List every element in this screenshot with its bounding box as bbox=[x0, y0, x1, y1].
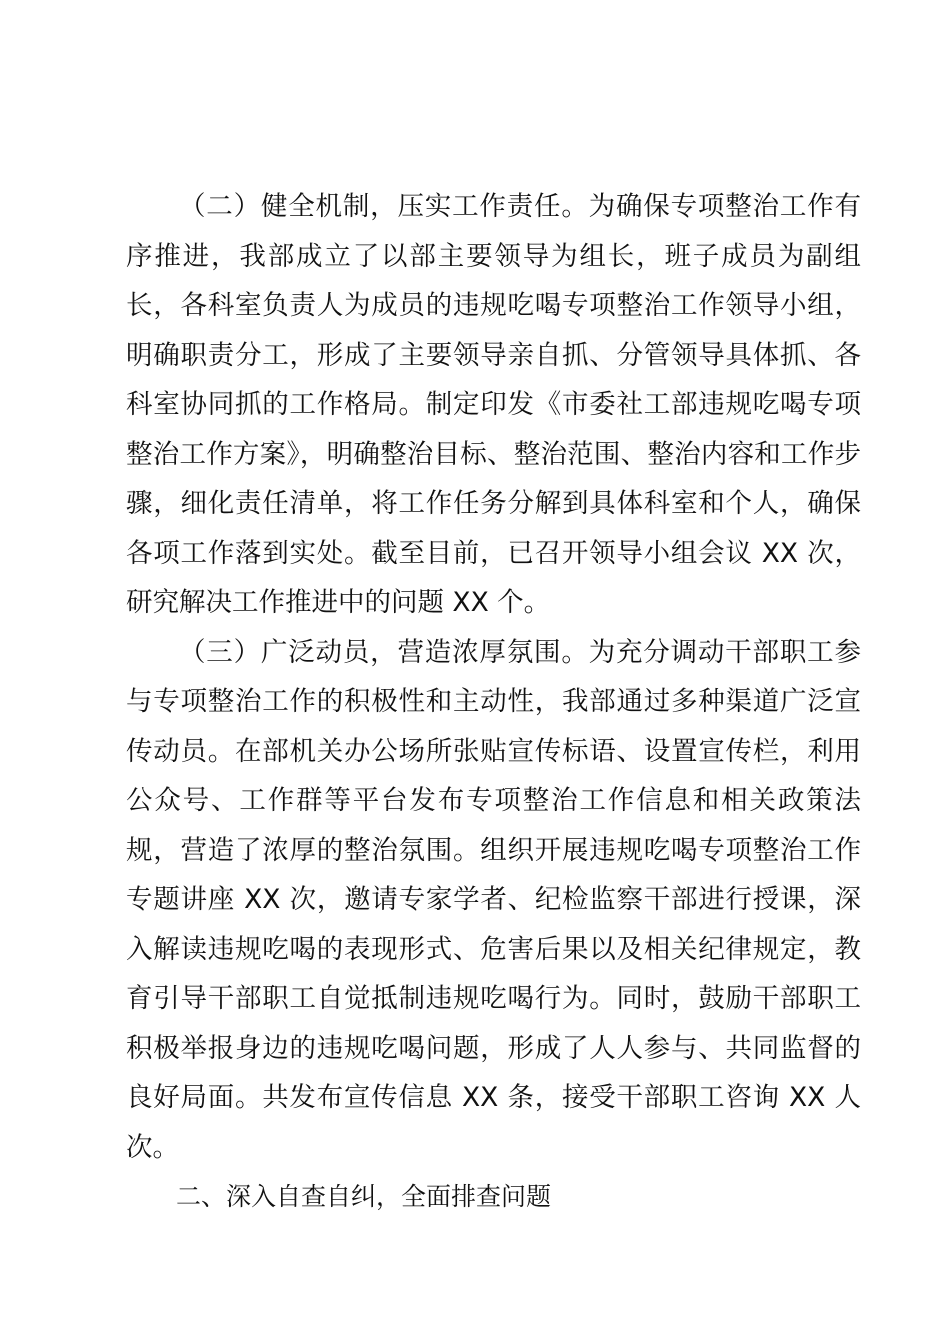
paragraph-mobilization: （三）广泛动员，营造浓厚氛围。为充分调动干部职工参与专项整治工作的积极性和主动性，我部通过多种渠道广泛宣传动员。在部机关办公场所张贴宣传标语、设置宣传栏，利用公众号、工作群等平台发布专项整治工作信息和相关政策法规，营造了浓厚的整治氛围。组织开展违规吃喝专项整治工作专题讲座 XX 次，邀请专家学者、纪检监察干部进行授课，深入解读违规吃喝的表现形式、危害后果以及相关纪律规定，教育引导干部职工自觉抵制违规吃喝行为。同时，鼓励干部职工积极举报身边的违规吃喝问题，形成了人人参与、共同监督的良好局面。共发布宣传信息 XX 条，接受干部职工咨询 XX 人次。 bbox=[126, 636, 861, 1163]
section-heading: 二、深入自查自纠，全面排查问题 bbox=[176, 1182, 552, 1211]
paragraph-mechanism: （二）健全机制，压实工作责任。为确保专项整治工作有序推进，我部成立了以部主要领导为组长，班子成员为副组长，各科室负责人为成员的违规吃喝专项整治工作领导小组，明确职责分工，形成了主要领导亲自抓、分管领导具体抓、各科室协同抓的工作格局。制定印发《市委社工部违规吃喝专项整治工作方案》，明确整治目标、整治范围、整治内容和工作步骤，细化责任清单，将工作任务分解到具体科室和个人，确保各项工作落到实处。截至目前，已召开领导小组会议 XX 次，研究解决工作推进中的问题 XX 个。 bbox=[126, 191, 861, 618]
document-body bbox=[126, 182, 861, 1222]
